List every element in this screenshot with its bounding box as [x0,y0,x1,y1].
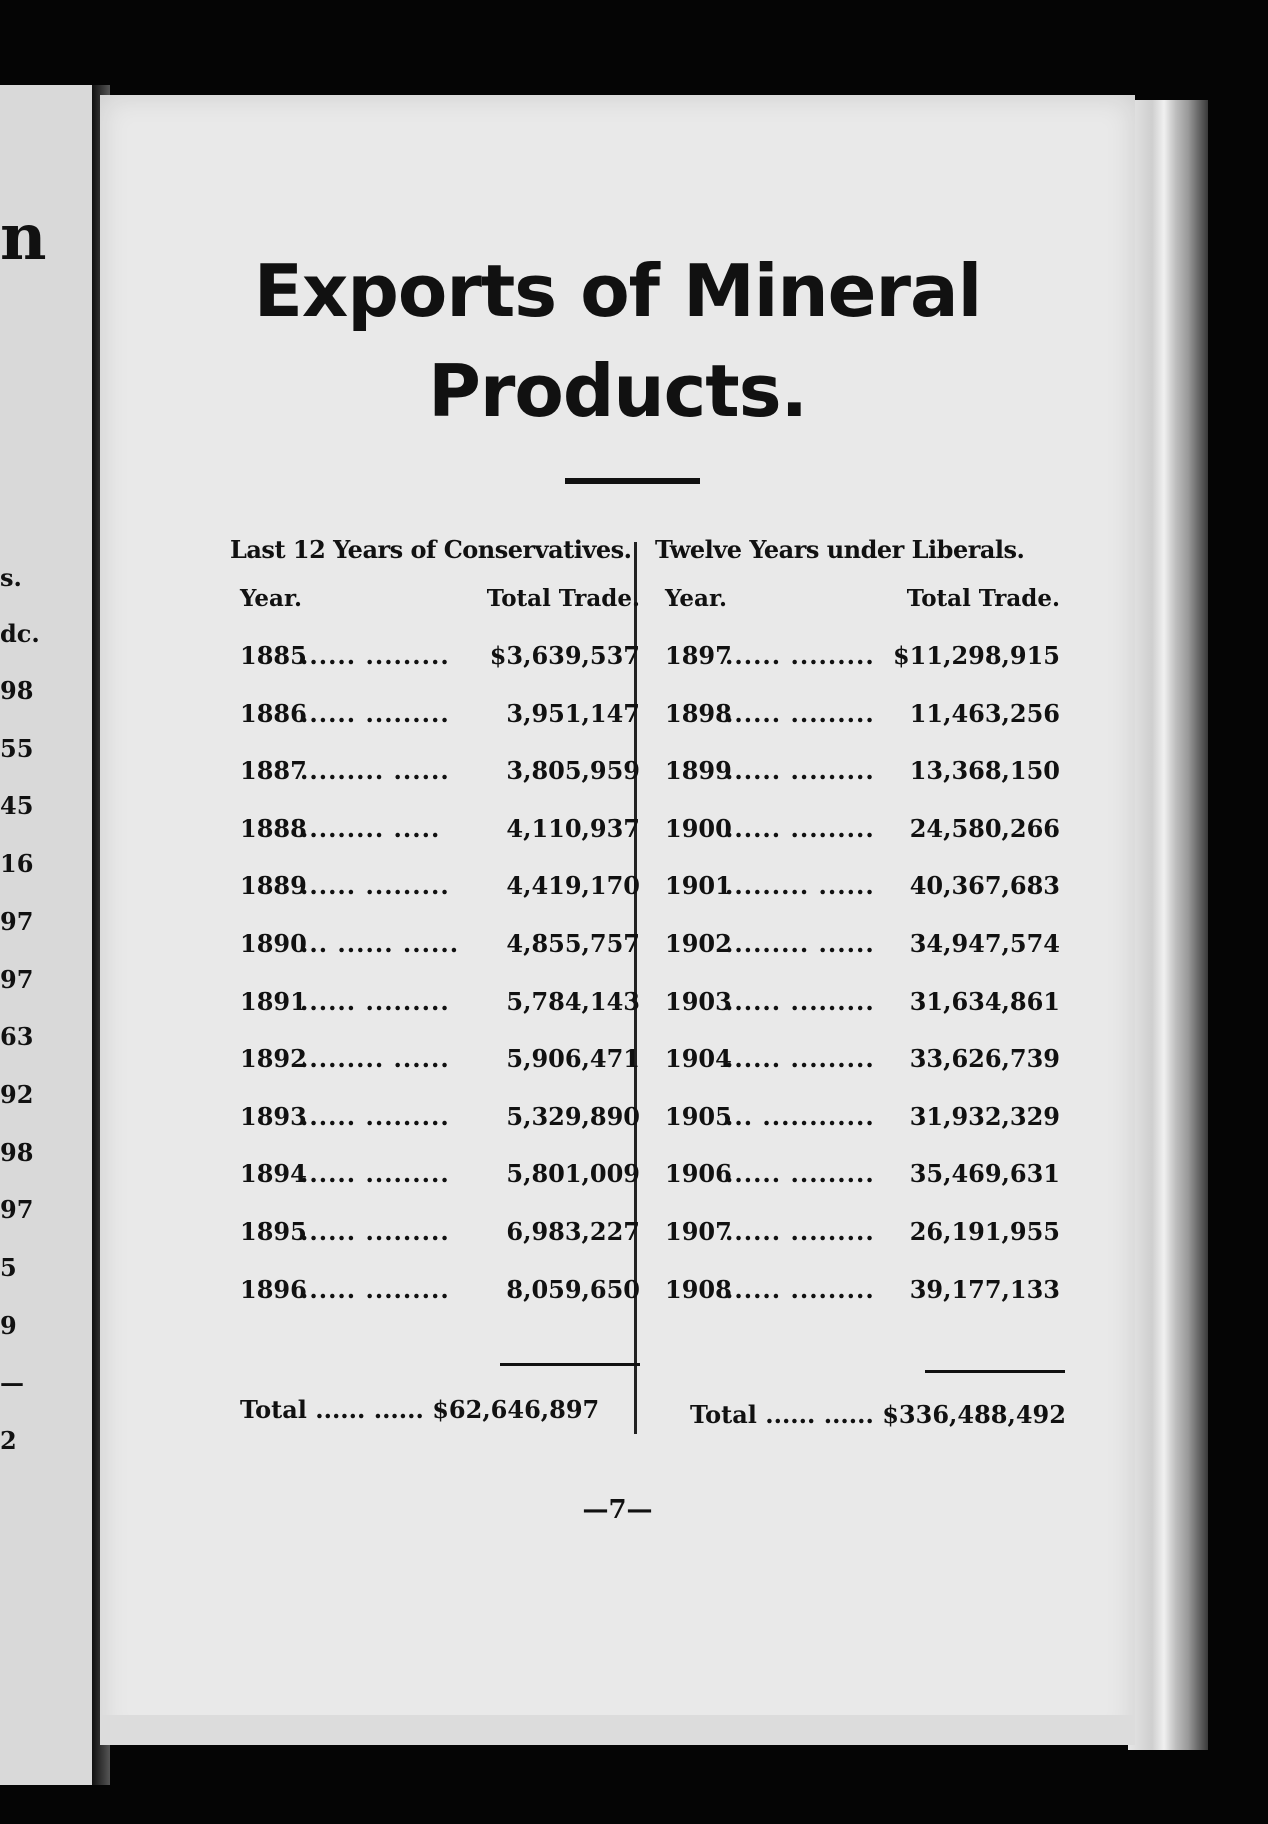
left-page-text: s. [0,563,22,592]
total-label: Total [690,1400,757,1429]
leader-dots: ......... ...... [725,928,875,958]
year-cell: 1906 [665,1159,732,1189]
page-title-line2: Products. [428,349,807,433]
amount-cell: 13,368,150 [909,756,1060,786]
year-header: Year. [240,585,302,612]
year-cell: 1893 [240,1101,307,1131]
year-cell: 1892 [240,1044,307,1074]
left-page-text: 97 [0,907,34,936]
leader-dots: ...... ......... [725,1274,875,1304]
table-rows [655,627,1060,1318]
table-row [655,685,1060,743]
amount-cell: 6,983,227 [506,1216,640,1246]
table-row [655,1030,1060,1088]
left-page-text: 98 [0,1138,34,1167]
table-row [655,742,1060,800]
left-page-text: — [0,1368,24,1397]
leader-dots: ...... ......... [725,1216,875,1246]
leader-dots: ...... ......... [300,871,450,901]
leader-dots: ...... ......... [725,756,875,786]
total-rule [500,1363,640,1366]
leader-dots: ...... ......... [725,698,875,728]
year-cell: 1897 [665,641,732,670]
table-rows [230,627,640,1318]
leader-dots: ...... ......... [725,1159,875,1189]
year-cell: 1888 [240,813,307,843]
left-page-text: 9 [0,1311,17,1340]
leader-dots: ......... ...... [725,871,875,901]
leader-dots: ...... ......... [300,641,450,670]
leader-dots: ...... ......... [300,986,450,1016]
table-row [655,1145,1060,1203]
amount-cell: 39,177,133 [909,1274,1060,1304]
amount-cell: 34,947,574 [909,928,1060,958]
table-row [655,1261,1060,1319]
year-cell: 1901 [665,871,732,901]
leader-dots: ...... ......... [300,1159,450,1189]
document-page [100,95,1135,1745]
left-page-text: n [0,200,47,275]
total-line-left [240,1395,599,1424]
leader-dots: ...... ......... [725,641,875,670]
year-cell: 1905 [665,1101,732,1131]
total-dots: ...... ...... [315,1395,424,1424]
year-cell: 1896 [240,1274,307,1304]
amount-cell: 3,951,147 [506,698,640,728]
liberals-column [655,530,1060,1318]
page-number: —7— [582,1495,653,1525]
left-page-fragment [0,85,98,1785]
amount-cell: 4,110,937 [506,813,640,843]
table-row [655,915,1060,973]
leader-dots: ......... ..... [300,813,441,843]
leader-dots: ... ............ [725,1101,875,1131]
amount-cell: 31,932,329 [909,1101,1060,1131]
year-cell: 1885 [240,641,307,670]
amount-cell: 5,906,471 [506,1044,640,1074]
amount-cell: 11,463,256 [909,698,1060,728]
amount-cell: 33,626,739 [909,1044,1060,1074]
table-row [655,800,1060,858]
column-heading: Twelve Years under Liberals. [655,535,1025,564]
table-row [655,973,1060,1031]
year-cell: 1908 [665,1274,732,1304]
table-row [230,1030,640,1088]
total-trade-header: Total Trade. [906,585,1060,612]
leader-dots: ......... ...... [300,756,450,786]
column-subheader [655,570,1060,627]
table-row [230,742,640,800]
left-page-text: dc. [0,619,40,648]
table-row [230,857,640,915]
total-trade-header: Total Trade. [486,585,640,612]
year-cell: 1889 [240,871,307,901]
year-cell: 1890 [240,928,307,958]
table-row [655,857,1060,915]
leader-dots: ...... ......... [725,1044,875,1074]
amount-cell: $3,639,537 [489,641,640,670]
table-row [230,1088,640,1146]
year-cell: 1907 [665,1216,732,1246]
table-row [230,1203,640,1261]
leader-dots: ... ...... ...... [300,928,460,958]
year-cell: 1902 [665,928,732,958]
table-row [230,915,640,973]
left-page-text: 5 [0,1253,17,1282]
amount-cell: 40,367,683 [909,871,1060,901]
amount-cell: 26,191,955 [909,1216,1060,1246]
table-row [230,627,640,685]
column-heading: Last 12 Years of Conservatives. [230,535,632,564]
column-subheader [230,570,640,627]
table-row [230,800,640,858]
amount-cell: 8,059,650 [506,1274,640,1304]
table-row [655,1203,1060,1261]
year-cell: 1894 [240,1159,307,1189]
left-page-text: 97 [0,1195,34,1224]
amount-cell: 5,784,143 [506,986,640,1016]
title-rule [565,478,700,484]
amount-cell: 4,419,170 [506,871,640,901]
table-row [655,1088,1060,1146]
total-amount: $62,646,897 [432,1395,600,1424]
left-page-text: 2 [0,1426,17,1455]
leader-dots: ...... ......... [300,1101,450,1131]
table-row [230,973,640,1031]
left-page-text: 45 [0,791,34,820]
left-page-text: 16 [0,849,34,878]
total-label: Total [240,1395,307,1424]
total-rule [925,1370,1065,1373]
leader-dots: ...... ......... [725,986,875,1016]
left-page-text: 92 [0,1080,34,1109]
year-cell: 1903 [665,986,732,1016]
amount-cell: $11,298,915 [892,641,1060,670]
table-row [655,627,1060,685]
total-dots: ...... ...... [765,1400,874,1429]
amount-cell: 5,801,009 [506,1159,640,1189]
total-line-right [690,1400,1066,1429]
amount-cell: 4,855,757 [506,928,640,958]
year-cell: 1895 [240,1216,307,1246]
amount-cell: 3,805,959 [506,756,640,786]
year-cell: 1891 [240,986,307,1016]
left-page-text: 63 [0,1022,34,1051]
leader-dots: ......... ...... [300,1044,450,1074]
amount-cell: 35,469,631 [909,1159,1060,1189]
year-cell: 1886 [240,698,307,728]
year-cell: 1900 [665,813,732,843]
page-edges [1128,100,1208,1750]
leader-dots: ...... ......... [725,813,875,843]
table-row [230,685,640,743]
left-page-text: 55 [0,734,34,763]
year-cell: 1899 [665,756,732,786]
amount-cell: 31,634,861 [909,986,1060,1016]
total-amount: $336,488,492 [882,1400,1066,1429]
amount-cell: 24,580,266 [909,813,1060,843]
conservatives-column [230,530,640,1318]
amount-cell: 5,329,890 [506,1101,640,1131]
left-page-text: 97 [0,965,34,994]
year-cell: 1898 [665,698,732,728]
table-row [230,1261,640,1319]
left-page-text: 98 [0,676,34,705]
leader-dots: ...... ......... [300,1216,450,1246]
leader-dots: ...... ......... [300,1274,450,1304]
leader-dots: ...... ......... [300,698,450,728]
year-cell: 1887 [240,756,307,786]
year-header: Year. [665,585,727,612]
page-bottom-edge [100,1715,1135,1745]
year-cell: 1904 [665,1044,732,1074]
page-title: Exports of Mineral [253,249,982,333]
table-row [230,1145,640,1203]
